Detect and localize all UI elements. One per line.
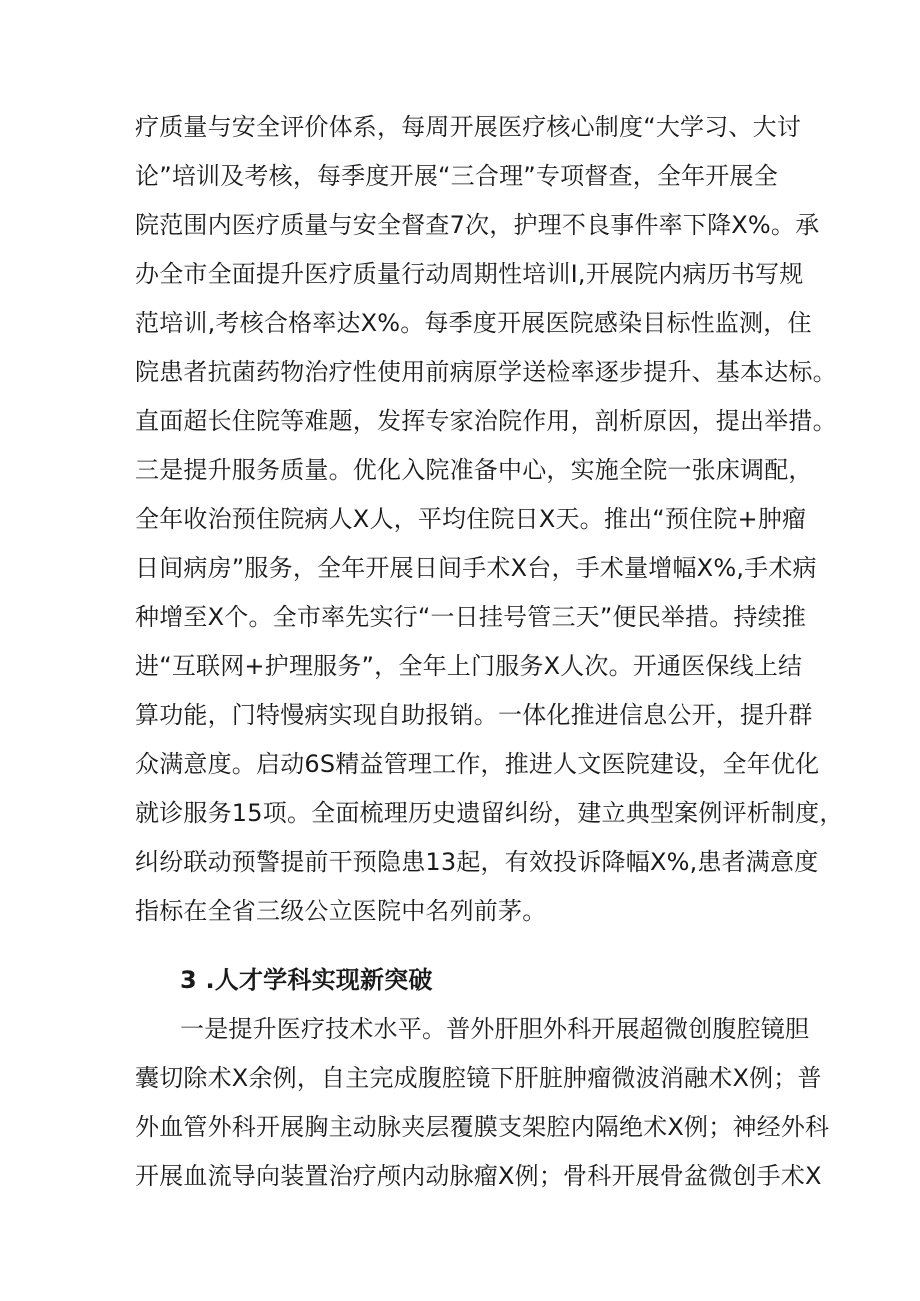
paragraph-line: 院范围内医疗质量与安全督查7次，护理不良事件率下降X%。承 xyxy=(135,211,820,239)
paragraph-line: 算功能，门特慢病实现自助报销。一体化推进信息公开，提升群 xyxy=(135,701,813,729)
paragraph-line: 办全市全面提升医疗质量行动周期性培训I,开展院内病历书写规 xyxy=(135,260,804,288)
paragraph-line: 种增至X个。全市率先实行“一日挂号管三天”便民举措。持续推 xyxy=(135,603,807,631)
paragraph-line: 范培训,考核合格率达X%。每季度开展医院感染目标性监测，住 xyxy=(135,309,812,337)
paragraph-line: 疗质量与安全评价体系，每周开展医疗核心制度“大学习、大讨 xyxy=(135,113,802,141)
paragraph-line: 囊切除术X余例，自主完成腹腔镜下肝脏肿瘤微波消融术X例；普 xyxy=(135,1064,822,1092)
paragraph-line: 一是提升医疗技术水平。普外肝胆外科开展超微创腹腔镜胆 xyxy=(180,1015,810,1043)
paragraph-line: 指标在全省三级公立医院中名列前茅。 xyxy=(135,897,547,925)
paragraph-line: 进“互联网+护理服务”，全年上门服务X人次。开通医保线上结 xyxy=(135,652,803,680)
paragraph-line: 三是提升服务质量。优化入院准备中心，实施全院一张床调配， xyxy=(135,456,813,484)
paragraph-line: 开展血流导向装置治疗颅内动脉瘤X例；骨科开展骨盆微创手术X xyxy=(135,1162,822,1190)
paragraph-line: 直面超长住院等难题，发挥专家治院作用，剖析原因，提出举措。 xyxy=(135,407,837,435)
paragraph-line: 全年收治预住院病人X人，平均住院日X天。推出“预住院+肿瘤 xyxy=(135,505,807,533)
paragraph-line: 纠纷联动预警提前干预隐患13起，有效投诉降幅X%,患者满意度 xyxy=(135,848,819,876)
paragraph-line: 院患者抗菌药物治疗性使用前病原学送检率逐步提升、基本达标。 xyxy=(135,358,837,386)
paragraph-line: 就诊服务15项。全面梳理历史遗留纠纷，建立典型案例评析制度， xyxy=(135,799,844,827)
section-heading: 3 .人才学科实现新突破 xyxy=(180,966,433,994)
paragraph-line: 日间病房”服务，全年开展日间手术X台，手术量增幅X%,手术病 xyxy=(135,554,817,582)
paragraph-line: 众满意度。启动6S精益管理工作，推进人文医院建设，全年优化 xyxy=(135,750,820,778)
paragraph-line: 外血管外科开展胸主动脉夹层覆膜支架腔内隔绝术X例；神经外科 xyxy=(135,1113,830,1141)
paragraph-line: 论”培训及考核，每季度开展“三合理”专项督查，全年开展全 xyxy=(135,162,778,190)
